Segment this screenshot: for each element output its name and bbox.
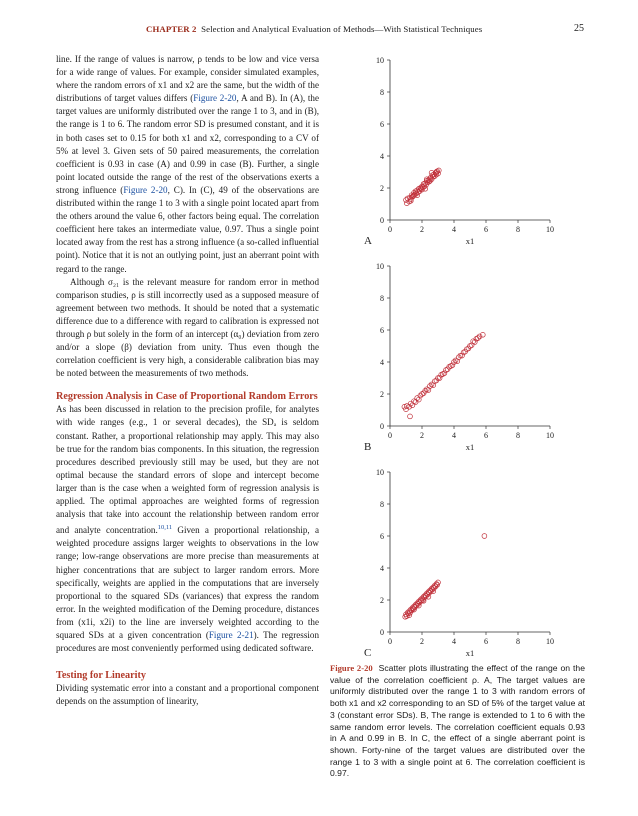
y-tick-label: 6 [380,326,384,335]
y-tick-label: 8 [380,88,384,97]
section-heading-regression: Regression Analysis in Case of Proportional Random Errors [56,391,318,403]
citation-link[interactable]: 10,11 [157,524,173,532]
x-tick-label: 6 [484,225,488,234]
y-tick-label: 0 [380,628,384,637]
x-axis-label: x1 [465,442,475,452]
panel-label: C [364,647,372,659]
x-axis-label: x1 [465,648,475,658]
chapter-heading: Selection and Analytical Evaluation of Methods—With Statistical Techniques [201,24,483,34]
y-tick-label: 8 [380,294,384,303]
y-tick-label: 2 [380,390,384,399]
x-tick-label: 4 [452,225,456,234]
y-tick-label: 10 [376,56,384,65]
x-tick-label: 0 [388,431,392,440]
figure-link[interactable]: Figure 2-20 [123,184,168,195]
figure-caption [330,663,585,780]
x-axis-label: x1 [465,236,475,246]
figure-link[interactable]: Figure 2-20 [193,93,237,104]
y-tick-label: 0 [380,216,384,225]
x-tick-label: 10 [546,431,554,440]
figure-link[interactable]: Figure 2-21 [208,629,254,640]
x-tick-label: 10 [546,637,554,646]
paragraph-systematic-difference: Although σ₂₁ is the relevant measure for random error in method comparison studies, ρ is still incorrectly used as a supposed measure of agreement between two methods. It should be noted that a systematic difference due to a difference with regard to calibration is expressed not through ρ but solely in the form of an intercept (α₀) deviation from zero and/or a slope (β) deviation from unity. Thus even though the correlation coefficient is very high, a considerable calibration bias may be noted between the measurements of two methods. [56,276,319,379]
x-tick-label: 2 [420,225,424,234]
figure-2-20-scatter-plots [352,52,582,662]
paragraph-proportional-errors: As has been discussed in relation to the precision profile, for analytes with wide ranges (e.g., 1 or several decades), the SDₐ is seldom constant. Rather, a proportional relationship may apply. This may also be true for the random bias components. In this situation, the regression procedures described previously still may be used, but they are not optimal because the standard errors of slope and intercept become larger than is the case when a weighted form of regression analysis is applied. The optimal approaches are weighted forms of regression analysis that take into account the relationship between random error and analyte concentration.$^{10,11}$ Given a proportional relationship, a weighted procedure assigns larger weights to observations in the low range; low-range observations are more precise than measurements at higher concentrations that are subject to larger random errors. More specifically, weights are applied in the computations that are inversely proportional to the squared SDs (variances) that express the random error. In the weighted modification of the Deming procedure, distances from (x1i, x2i) to the line are inversely weighted according to the squared SDs at a given concentration (Figure 2-21). The regression procedures are most conveniently performed using dedicated software. [56,404,319,654]
x-tick-label: 8 [516,637,520,646]
y-tick-label: 4 [380,564,384,573]
scatter-point [482,534,487,539]
x-tick-label: 6 [484,637,488,646]
y-tick-label: 6 [380,120,384,129]
section-heading-linearity: Testing for Linearity [56,670,146,682]
x-tick-label: 8 [516,225,520,234]
x-tick-label: 8 [516,431,520,440]
paragraph-linearity: Dividing systematic error into a constant and a proportional component depends on the assumption of linearity, [56,683,319,707]
y-tick-label: 2 [380,596,384,605]
y-tick-label: 4 [380,358,384,367]
figure-caption-text: Scatter plots illustrating the effect of the range on the value of the correlation coefficient ρ. A, The target values are uniformly distributed over the range 1 to 3 with random errors of both x1 and x2 corresponding to an SD of 5% of the target value at 3 (constant error SDs). B, The range is extended to 1 to 6 with the same random error levels. The correlation coefficient equals 0.93 in A and 0.99 in B. In C, the effect of a single aberrant point is shown. Forty-nine of the target values are distributed over the range 1 to 3 with a single point at 6. The correlation coefficient is 0.97. [330,663,585,779]
y-tick-label: 6 [380,532,384,541]
y-tick-label: 10 [376,262,384,271]
chapter-label: CHAPTER 2 [146,24,197,34]
y-tick-label: 10 [376,468,384,477]
x-tick-label: 0 [388,637,392,646]
x-tick-label: 6 [484,431,488,440]
scatter-panel-c [364,468,554,659]
y-tick-label: 8 [380,500,384,509]
running-header [0,24,638,40]
x-tick-label: 2 [420,431,424,440]
text-column [56,53,319,708]
y-tick-label: 4 [380,152,384,161]
scatter-panel-a [364,56,554,247]
x-tick-label: 4 [452,431,456,440]
x-tick-label: 0 [388,225,392,234]
figure-caption-label: Figure 2-20 [330,663,373,673]
x-tick-label: 4 [452,637,456,646]
page-number: 25 [574,23,584,34]
panel-label: A [364,235,372,247]
scatter-point [408,414,413,419]
scatter-panel-b [364,262,554,453]
x-tick-label: 10 [546,225,554,234]
paragraph-correlation-range: line. If the range of values is narrow, ρ tends to be low and vice versa for a wide range of values. For example, consider simulated examples, where the random errors of x1 and x2 are the same, but the width of the distributions of target values differs (Figure 2-20, A and B). In (A), the target values are uniformly distributed over the range 1 to 3, and in (B), the range is 1 to 6. The random error SD is presumed constant, and it is in both cases set to 0.15 for both x1 and x2, corresponding to a CV of 5% at level 3. Given sets of 50 paired measurements, the correlation coefficient is 0.93 in case (A) and 0.99 in case (B). Further, a single point located outside the range of the rest of the observations exerts a strong influence (Figure 2-20, C). In (C), 49 of the observations are distributed within the range 1 to 3 with a single point located apart from the others around the value 6, other factors being equal. The correlation coefficient here takes an intermediate value, 0.97. Thus a single point located away from the rest has a strong influence (a so-called influential point). Notice that it is not an outlying point, just an aberrant point with regard to the range. [56,54,320,274]
panel-label: B [364,441,372,453]
y-tick-label: 0 [380,422,384,431]
chapter-title [146,24,482,34]
y-tick-label: 2 [380,184,384,193]
x-tick-label: 2 [420,637,424,646]
